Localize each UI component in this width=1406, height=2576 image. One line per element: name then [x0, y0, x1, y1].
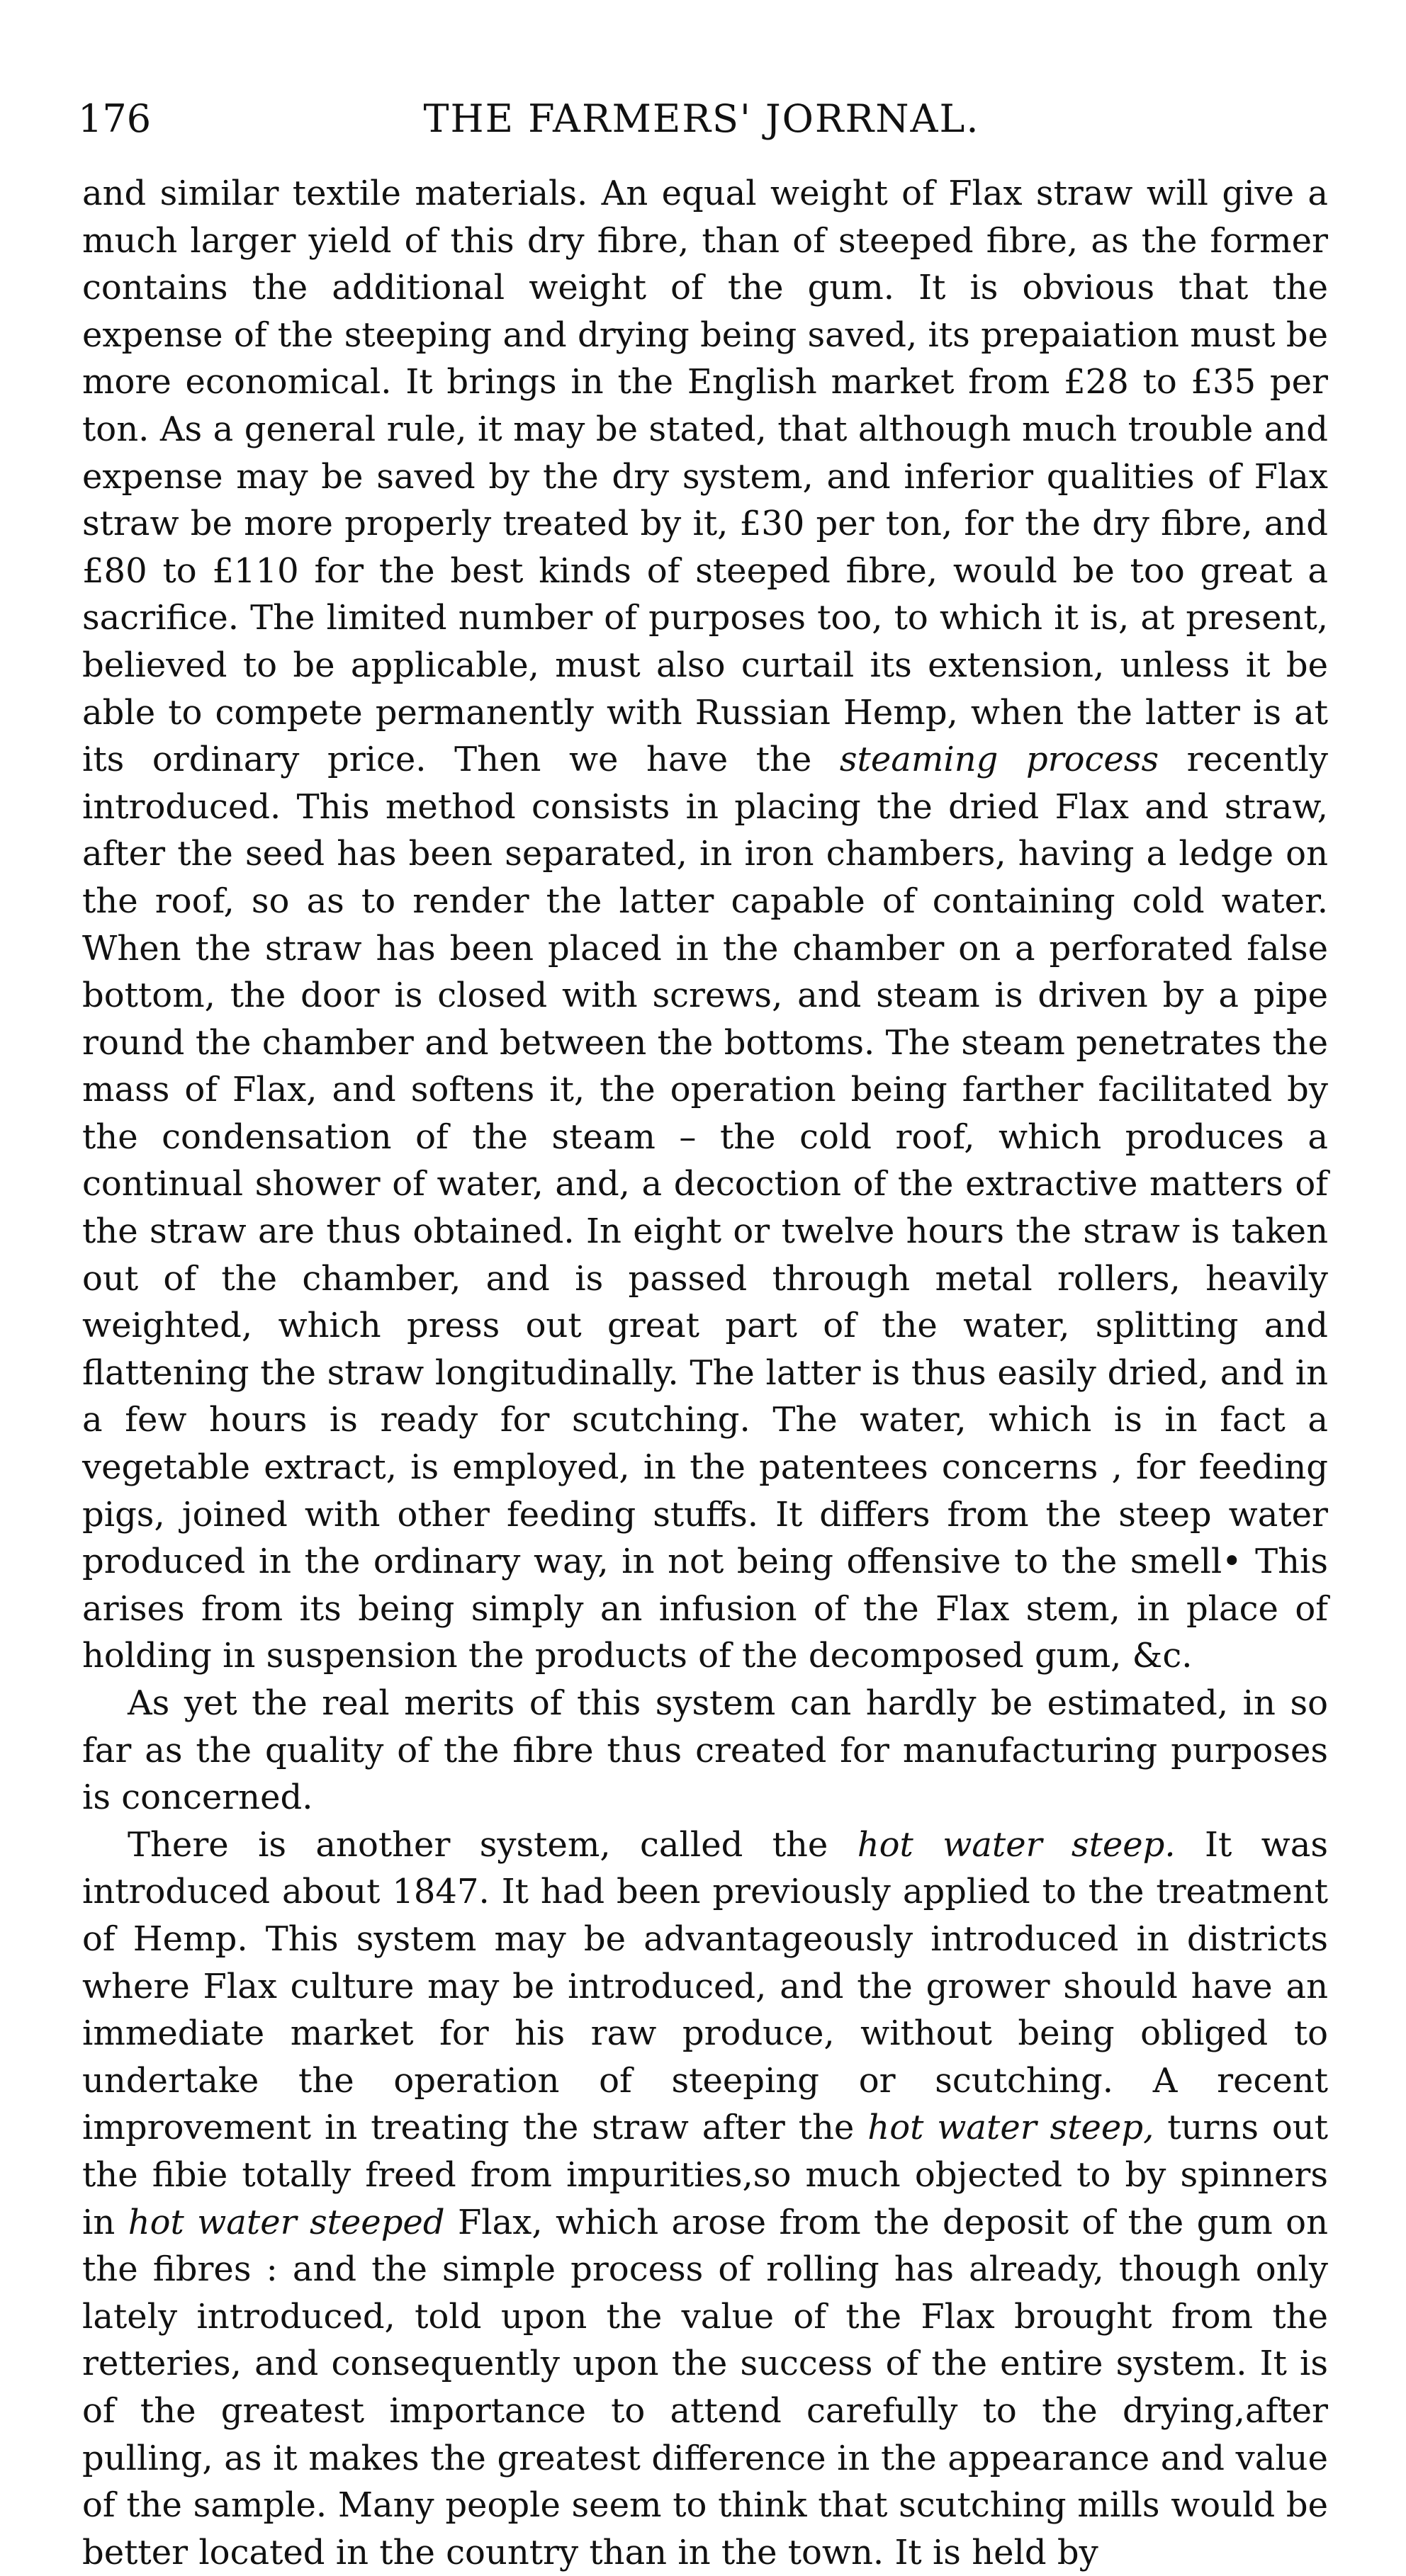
italic-phrase: hot water steep,: [867, 2108, 1154, 2148]
running-header: [78, 91, 1325, 147]
paragraph-steaming-process: [82, 170, 1328, 1680]
paragraph-text: turns out the fibie totally freed from impurities,so much objected to by spinners in: [82, 2108, 1329, 2242]
paragraph-text: Flax, which arose from the deposit of the gum on the fibres : and the simple process of rolling has already, though only lately introduced, told upon the value of the Flax brought from the retteries, and consequently upon the success of the entire system. It is of the greatest importance to attend carefully to the drying,after pulling, as it makes the greatest difference in the appearance and value of the sample. Many people seem to think that scutching mills would be better located in the country than in the town. It is held by: [82, 2202, 1328, 2572]
italic-phrase: hot water steep.: [857, 1824, 1176, 1865]
paragraph-text: and similar textile materials. An equal weight of Flax straw will give a much larger yield of this dry fibre, than of steeped fibre, as the former contains the additional weight of the gum. It is obvious that the expense of the steeping and drying being saved, its prepaiation must be more economical. It brings in the English market from £28 to £35 per ton. As a general rule, it may be stated, that although much trouble and expense may be saved by the dry system, and inferior qualities of Flax straw be more properly treated by it, £30 per ton, for the dry fibre, and £80 to £110 for the best kinds of steeped fibre, would be too great a sacrifice. The limited number of purposes too, to which it is, at present, believed to be applicable, must also curtail its extension, unless it be able to compete permanently with Russian Hemp, when the latter is at its ordinary price. Then we have the: [82, 174, 1328, 780]
paragraph-hot-water-steep: [82, 1821, 1328, 2576]
paragraph-text: As yet the real merits of this system can hardly be estimated, in so far as the quality of the fibre thus created for manufacturing purposes is concerned.: [82, 1683, 1328, 1818]
paragraph-text: recently introduced. This method consists in placing the dried Flax and straw, after the seed has been separated, in iron chambers, having a ledge on the roof, so as to render the latter capable of containing cold water. When the straw has been placed in the chamber on a perforated false bottom, the door is closed with screws, and steam is driven by a pipe round the chamber and between the bottoms. The steam penetrates the mass of Flax, and softens it, the operation being farther facilitated by the condensation of the steam – the cold roof, which produces a continual shower of water, and, a decoction of the extractive matters of the straw are thus obtained. In eight or twelve hours the straw is taken out of the chamber, and is passed through metal rollers, heavily weighted, which press out great part of the water, splitting and flattening the straw longitudinally. The latter is thus easily dried, and in a few hours is ready for scutching. The water, which is in fact a vegetable extract, is employed, in the patentees concerns , for feeding pigs, joined with other feeding stuffs. It differs from the steep water produced in the ordinary way, in not being offensive to the smell• This arises from its being simply an infusion of the Flax stem, in place of holding in suspension the products of the decomposed gum, &c.: [82, 740, 1328, 1676]
paragraph-merits: [82, 1680, 1328, 1821]
italic-phrase: hot water steeped: [128, 2202, 445, 2242]
journal-title: THE FARMERS' JORRNAL.: [423, 96, 980, 141]
body-text: [82, 170, 1328, 2576]
page-number: 176: [78, 96, 152, 141]
italic-phrase: steaming process: [839, 740, 1159, 780]
paragraph-text: There is another system, called the: [128, 1824, 857, 1865]
paragraph-text: It was introduced about 1847. It had been previously applied to the treatment of Hemp. This system may be advantageously introduced in districts where Flax culture may be introduced, and the grower should have an immediate market for his raw produce, without being obliged to undertake the operation of steeping or scutching. A recent improvement in treating the straw after the: [82, 1824, 1328, 2148]
